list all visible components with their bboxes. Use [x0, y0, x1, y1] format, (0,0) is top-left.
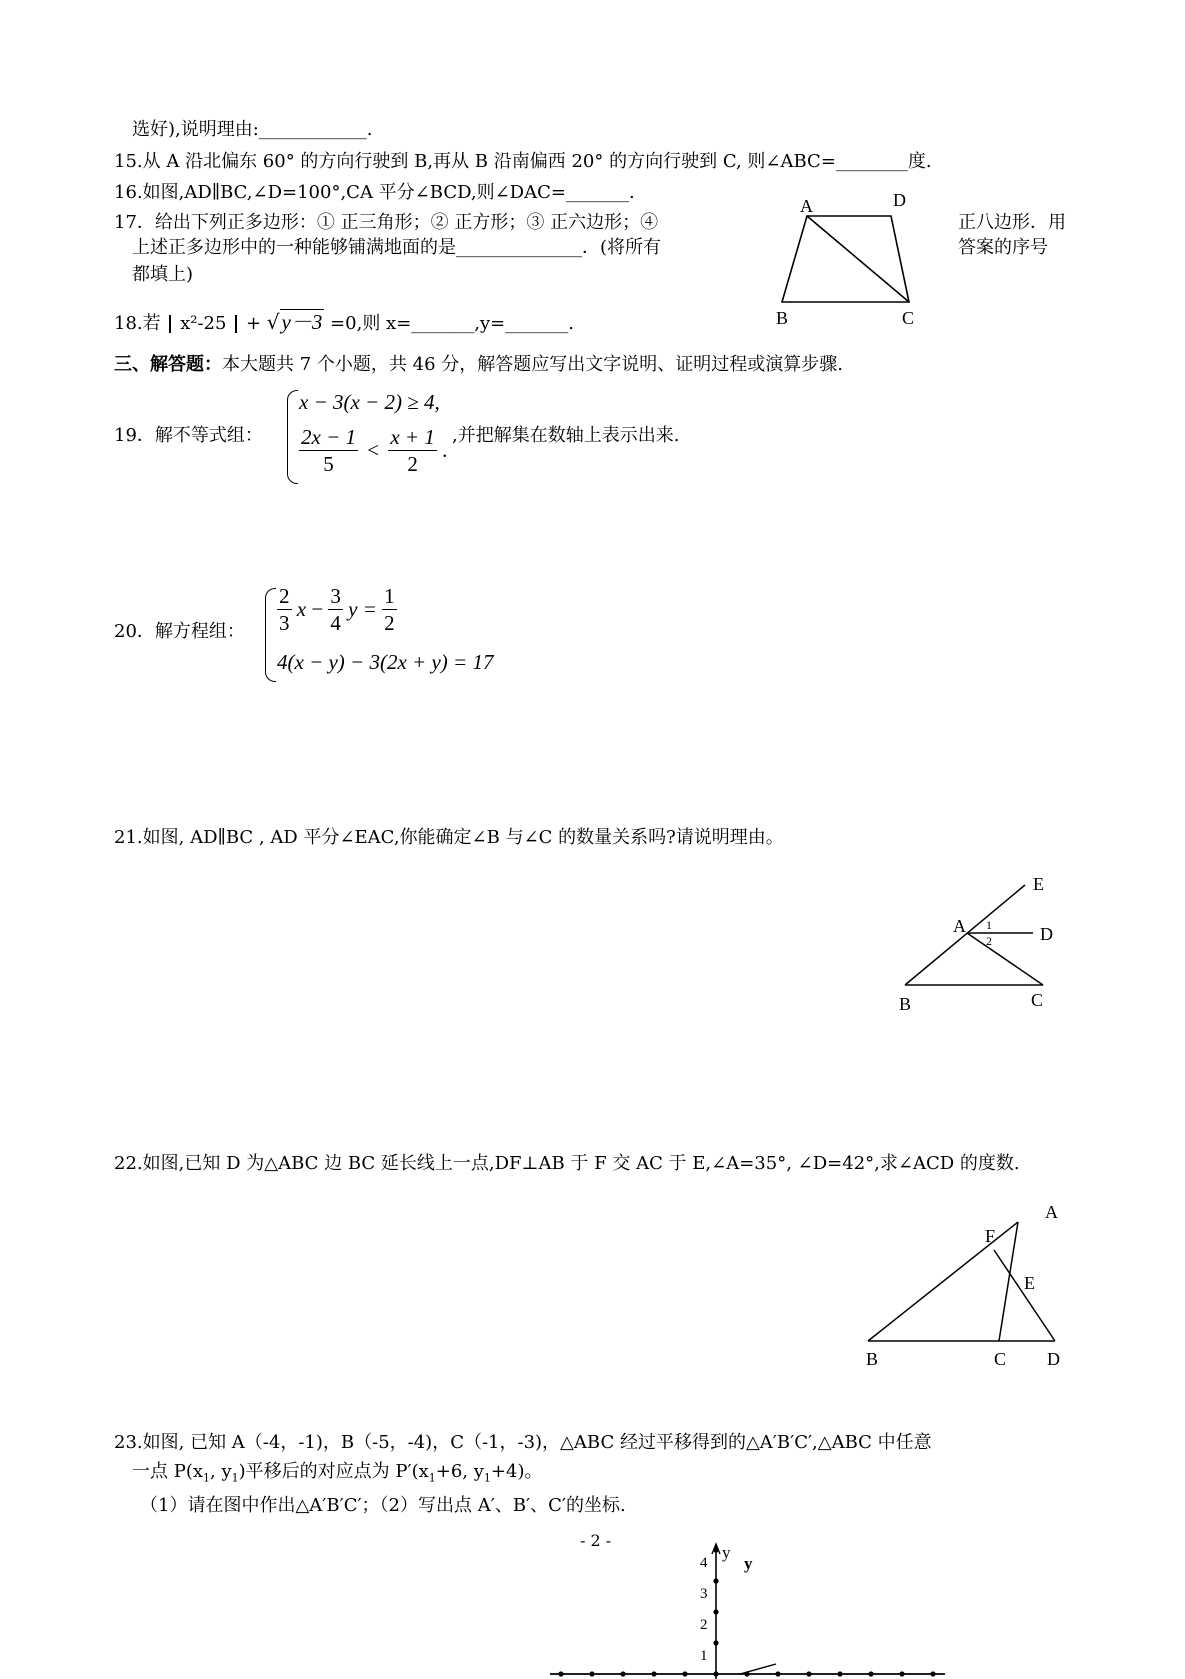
- q20-frac3-den: 2: [384, 611, 395, 635]
- q20-y-eq: y =: [348, 597, 377, 621]
- figure-q23-coordinate-plane: [540, 1540, 960, 1679]
- figure-q22: [860, 1195, 1070, 1370]
- q20-frac2: [328, 583, 343, 636]
- y-axis-tick: [713, 1547, 718, 1552]
- question-18: [114, 310, 574, 336]
- q21-label-a: A: [953, 916, 966, 936]
- q18-plus: +: [245, 313, 262, 334]
- q19-brace: [287, 390, 298, 484]
- q23-y-tick-2: 2: [700, 1617, 708, 1633]
- q16-label-a: A: [800, 196, 813, 216]
- q19-frac1-den: 5: [323, 452, 334, 476]
- q20-minus: −: [311, 597, 324, 621]
- q20-brace: [265, 588, 276, 682]
- y-axis-tick: [713, 1578, 718, 1583]
- section-3-label: 三、解答题：: [114, 354, 222, 375]
- q16-label-b: B: [776, 308, 789, 328]
- question-17-line2: 上述正多边形中的一种能够铺满地面的是______________．(将所有: [132, 237, 662, 258]
- q21-label-e: E: [1033, 874, 1044, 894]
- q23-l2-b: , y: [210, 1461, 232, 1482]
- q23-l2-sub1: 1: [203, 1471, 211, 1485]
- q21-label-1: 1: [986, 918, 992, 932]
- x-axis-tick: [806, 1671, 811, 1676]
- q16-label-c: C: [902, 308, 915, 328]
- q21-label-b: B: [899, 994, 912, 1014]
- x-axis-tick: [775, 1671, 780, 1676]
- q19-label: 19．解不等式组：: [114, 425, 263, 446]
- q19-frac2-num: x + 1: [390, 425, 435, 449]
- q19-frac2-den: 2: [407, 452, 418, 476]
- question-17-line1-right: 正八边形．用: [958, 212, 1066, 233]
- q23-l2-d: +6, y: [435, 1461, 484, 1482]
- q22-label-b: B: [866, 1349, 879, 1369]
- q20-frac1-den: 3: [279, 611, 290, 635]
- abs-bar-left: [169, 315, 171, 333]
- q20-frac2-den: 4: [330, 611, 341, 635]
- y-axis-tick: [713, 1640, 718, 1645]
- x-axis-tick: [589, 1671, 594, 1676]
- question-21: 21.如图, AD∥BC , AD 平分∠EAC,你能确定∠B 与∠C 的数量关系吗?请说明理由。: [114, 827, 784, 848]
- question-16: 16.如图,AD∥BC,∠D=100°,CA 平分∠BCD,则∠DAC=_______.: [114, 182, 635, 203]
- question-22: 22.如图,已知 D 为△ABC 边 BC 延长线上一点,DF⊥AB 于 F 交 AC 于 E,∠A=35°, ∠D=42°,求∠ACD 的度数.: [114, 1153, 1020, 1174]
- q19-frac2: [388, 424, 437, 477]
- x-axis-tick: [930, 1671, 935, 1676]
- q23-l2-a: 一点 P(x: [132, 1461, 204, 1482]
- x-axis-tick: [899, 1671, 904, 1676]
- q19-line2: [299, 424, 447, 477]
- q21-label-2: 2: [986, 934, 992, 948]
- q20-frac3: [382, 583, 397, 636]
- question-17-line2-right: 答案的序号: [958, 237, 1048, 258]
- q20-label: 20．解方程组：: [114, 621, 245, 642]
- q20-frac3-num: 1: [384, 584, 395, 608]
- q20-line1: [277, 583, 397, 636]
- x-axis-tick: [620, 1671, 625, 1676]
- q19-tail: ,并把解集在数轴上表示出来.: [452, 425, 680, 446]
- q19-lt: <: [367, 438, 380, 462]
- q20-x: x: [296, 597, 307, 621]
- q19-line1: x − 3(x − 2) ≥ 4,: [299, 390, 440, 414]
- question-23-line2: [132, 1460, 542, 1491]
- q22-label-e: E: [1024, 1273, 1035, 1293]
- x-axis-tick: [868, 1671, 873, 1676]
- q19-frac1: [299, 424, 358, 477]
- y-axis-tick: [713, 1609, 718, 1614]
- q23-l2-e: +4)。: [490, 1461, 543, 1482]
- q23-y-label-2: y: [744, 1554, 753, 1573]
- q23-y-tick-3: 3: [700, 1586, 708, 1602]
- section-3-heading: [114, 353, 843, 377]
- q23-y-tick-1: 1: [700, 1648, 708, 1664]
- q14-tail: 选好),说明理由:____________.: [132, 119, 373, 140]
- q16-label-d: D: [893, 192, 906, 210]
- q18-prefix: 18.若: [114, 313, 161, 334]
- q23-l2-sub4: 1: [483, 1471, 491, 1485]
- question-23-line1: 23.如图, 已知 A（-4，-1)，B（-5，-4)，C（-1，-3)，△ABC 经过平移得到的△A′B′C′,△ABC 中任意: [114, 1432, 932, 1453]
- q21-label-d: D: [1040, 924, 1053, 944]
- q18-sqrt-expr: y－3: [281, 310, 323, 334]
- q23-l2-c: )平移后的对应点为 P′(x: [238, 1461, 429, 1482]
- q23-l2-sub2: 1: [231, 1471, 239, 1485]
- q22-label-c: C: [994, 1349, 1007, 1369]
- question-17-line3: 都填上): [132, 264, 194, 285]
- q18-suffix: =0,则 x=_______,y=_______.: [330, 313, 574, 334]
- question-15: 15.从 A 沿北偏东 60° 的方向行驶到 B,再从 B 沿南偏西 20° 的方向行驶到 C, 则∠ABC=________度.: [114, 151, 932, 172]
- q23-y-tick-4: 4: [700, 1555, 708, 1571]
- figure-q21: [885, 870, 1055, 1020]
- figure-q16-trapezoid: [770, 192, 920, 332]
- x-axis-tick: [682, 1671, 687, 1676]
- q23-y-label: y: [722, 1543, 731, 1562]
- x-axis-tick: [837, 1671, 842, 1676]
- section-3-text: 本大题共 7 个小题，共 46 分，解答题应写出文字说明、证明过程或演算步骤.: [222, 354, 843, 375]
- q20-frac2-num: 3: [330, 584, 341, 608]
- x-axis-tick: [713, 1671, 718, 1676]
- q22-label-f: F: [985, 1226, 996, 1246]
- question-17-line1: 17．给出下列正多边形：① 正三角形；② 正方形；③ 正六边形；④: [114, 212, 659, 233]
- q18-abs-expr: x²-25: [180, 313, 227, 334]
- q20-frac1: [277, 583, 292, 636]
- q19-period: .: [442, 438, 448, 462]
- q20-line2: 4(x − y) − 3(2x + y) = 17: [277, 650, 494, 674]
- x-axis-tick: [558, 1671, 563, 1676]
- q20-frac1-num: 2: [279, 584, 290, 608]
- x-axis-tick: [651, 1671, 656, 1676]
- question-23-line3: （1）请在图中作出△A′B′C′；（2）写出点 A′、B′、C′的坐标.: [140, 1495, 626, 1516]
- q22-label-d: D: [1047, 1349, 1060, 1369]
- q19-frac1-num: 2x − 1: [301, 425, 356, 449]
- sqrt-symbol: √: [266, 310, 280, 334]
- q22-label-a: A: [1045, 1202, 1058, 1222]
- q23-l2-sub3: 1: [428, 1471, 436, 1485]
- q21-label-c: C: [1031, 990, 1044, 1010]
- page-number: - 2 -: [580, 1531, 612, 1550]
- abs-bar-right: [235, 315, 237, 333]
